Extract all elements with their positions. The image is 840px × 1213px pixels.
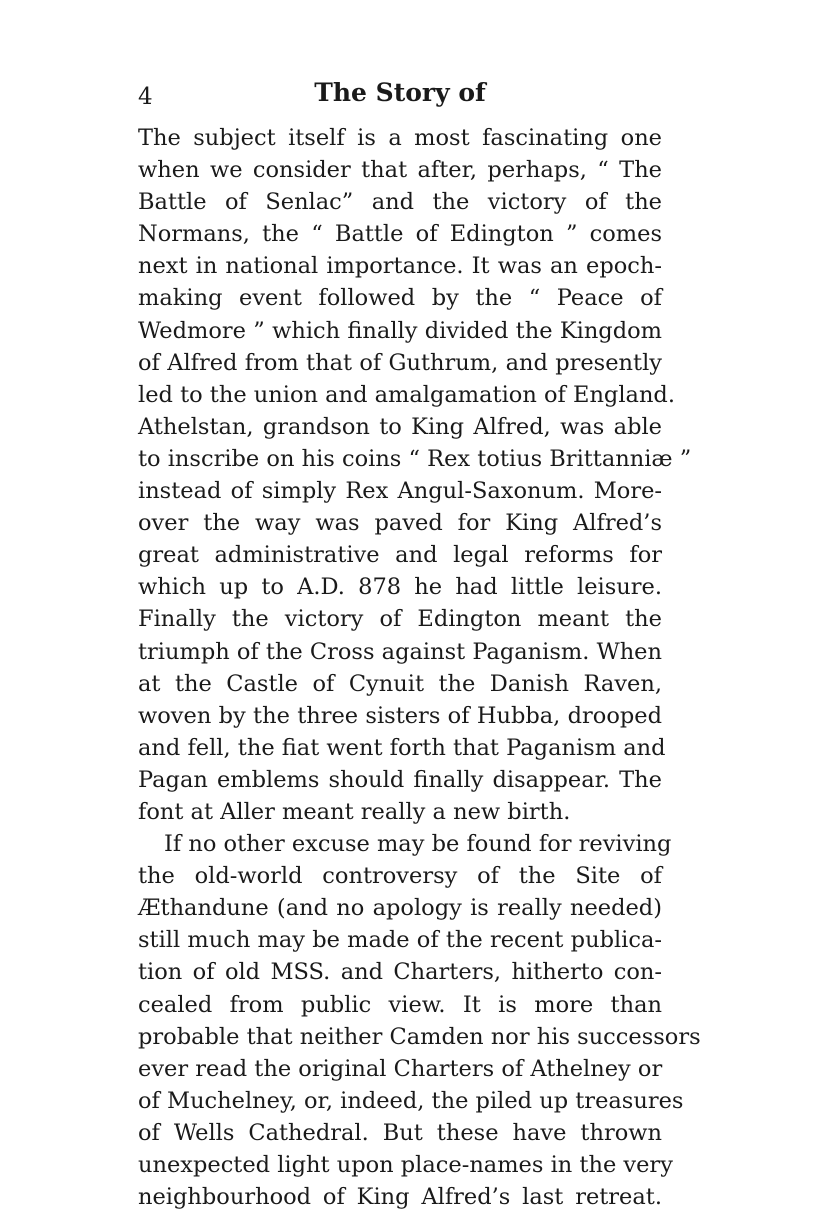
text-line: of Alfred from that of Guthrum, and presently bbox=[138, 349, 662, 376]
text-line: The subject itself is a most fascinating one bbox=[138, 125, 662, 151]
text-line: Finally the victory of Edington meant the bbox=[138, 606, 662, 633]
text-line: which up to A.D. 878 he had little leisure. bbox=[138, 574, 662, 601]
text-line: next in national importance. It was an epoch- bbox=[138, 253, 662, 280]
text-line: ever read the original Charters of Athelney or bbox=[138, 1055, 663, 1082]
text-line: making event followed by the “ Peace of bbox=[138, 285, 662, 312]
text-line: probable that neither Camden nor his successors bbox=[138, 1023, 701, 1050]
page-number: 4 bbox=[138, 84, 153, 110]
paragraph-1 bbox=[138, 122, 692, 828]
text-line: neighbourhood of King Alfred’s last retreat. bbox=[138, 1184, 662, 1211]
text-line: at the Castle of Cynuit the Danish Raven, bbox=[138, 670, 662, 697]
running-head bbox=[138, 78, 662, 118]
text-line: to inscribe on his coins “ Rex totius Brittanniæ ” bbox=[138, 445, 692, 472]
text-line: of Wells Cathedral. But these have thrown bbox=[138, 1119, 662, 1146]
text-line: led to the union and amalgamation of England. bbox=[138, 381, 675, 408]
text-line: over the way was paved for King Alfred’s bbox=[138, 510, 662, 537]
text-line: tion of old MSS. and Charters, hitherto con- bbox=[138, 959, 662, 986]
paragraph-2 bbox=[138, 828, 701, 1213]
text-line: cealed from public view. It is more than bbox=[138, 991, 662, 1018]
text-line: font at Aller meant really a new birth. bbox=[138, 798, 571, 825]
text-line: still much may be made of the recent publica- bbox=[138, 927, 662, 954]
text-line: the old-world controversy of the Site of bbox=[138, 863, 662, 890]
running-title: The Story of bbox=[314, 78, 486, 107]
text-line: triumph of the Cross against Paganism. When bbox=[138, 638, 662, 665]
text-line: instead of simply Rex Angul-Saxonum. More- bbox=[138, 478, 662, 505]
text-line: woven by the three sisters of Hubba, drooped bbox=[138, 702, 662, 729]
text-line: Wedmore ” which finally divided the Kingdom bbox=[138, 317, 662, 344]
text-line: when we consider that after, perhaps, “ The bbox=[138, 157, 662, 184]
text-line: Æthandune (and no apology is really needed) bbox=[138, 895, 662, 922]
text-line: great administrative and legal reforms for bbox=[138, 542, 662, 569]
text-line: Athelstan, grandson to King Alfred, was able bbox=[138, 413, 662, 440]
body-text bbox=[138, 122, 701, 1213]
book-page bbox=[138, 78, 701, 1213]
text-line: Pagan emblems should finally disappear. The bbox=[138, 766, 662, 793]
text-line: and fell, the fiat went forth that Paganism and bbox=[138, 734, 666, 761]
text-line: If no other excuse may be found for reviving bbox=[164, 831, 672, 858]
text-line: of Muchelney, or, indeed, the piled up treasures bbox=[138, 1087, 684, 1114]
text-line: Battle of Senlac” and the victory of the bbox=[138, 189, 662, 216]
text-line: unexpected light upon place-names in the very bbox=[138, 1152, 673, 1178]
text-line: Normans, the “ Battle of Edington ” comes bbox=[138, 221, 662, 248]
